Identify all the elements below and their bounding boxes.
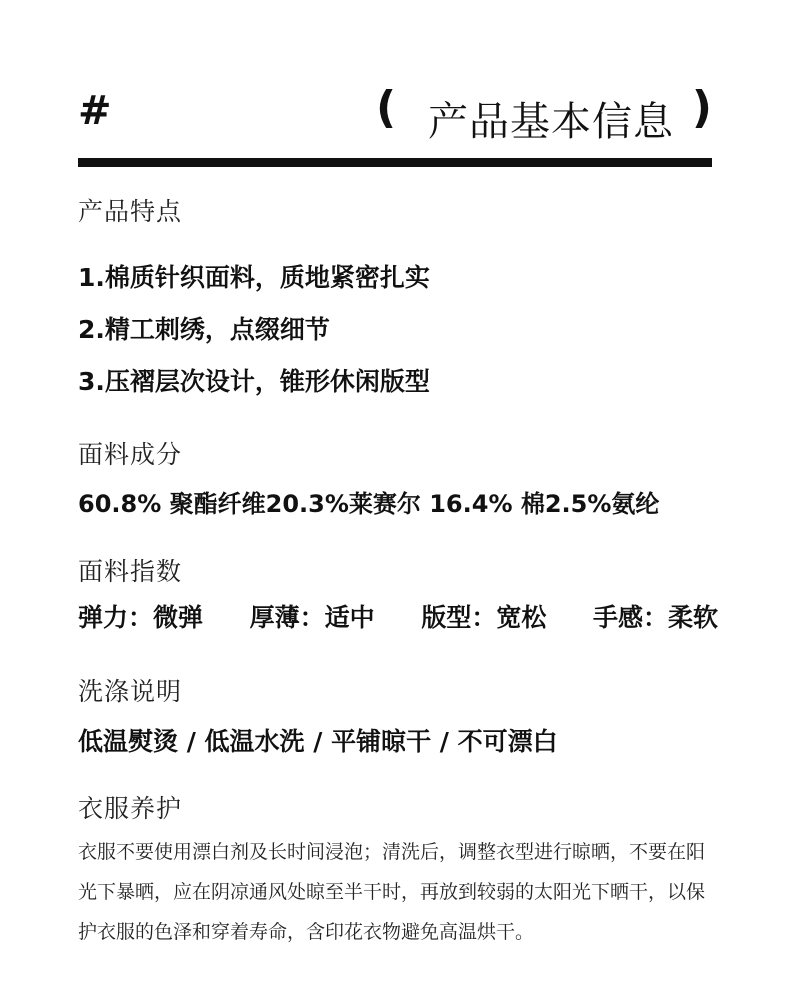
fabric-indices — [78, 598, 718, 634]
header — [78, 82, 712, 145]
paren-left: ( — [376, 82, 397, 133]
features-label: 产品特点 — [78, 197, 183, 226]
care-text: 衣服不要使用漂白剂及长时间浸泡；清洗后，调整衣型进行晾晒，不要在阳光下暴晒，应在阴凉通风处晾至半干时，再放到较弱的太阳光下晒干，以保护衣服的色泽和穿着寿命，含印花衣物避免高温烘干。 — [78, 841, 706, 943]
index-feel: 手感：柔软 — [592, 603, 718, 632]
composition-label: 面料成分 — [78, 440, 183, 469]
index-elasticity: 弹力：微弹 — [78, 603, 204, 632]
washing-label: 洗涤说明 — [78, 677, 183, 706]
feature-item-3: 3.压褶层次设计，锥形休闲版型 — [78, 367, 430, 396]
feature-item-2: 2.精工刺绣，点缀细节 — [78, 315, 330, 344]
care-label: 衣服养护 — [78, 794, 183, 823]
index-thickness: 厚薄：适中 — [249, 603, 375, 632]
washing-value: 低温熨烫 / 低温水洗 / 平铺晾干 / 不可漂白 — [78, 727, 558, 756]
page-title: 产品基本信息 — [428, 99, 674, 145]
feature-item-1: 1.棉质针织面料，质地紧密扎实 — [78, 263, 430, 292]
composition-value: 60.8% 聚酯纤维20.3%莱赛尔 16.4% 棉2.5%氨纶 — [78, 490, 660, 518]
hash-mark: # — [78, 88, 112, 134]
index-fit: 版型：宽松 — [421, 603, 547, 632]
paren-right: ) — [691, 82, 712, 133]
header-divider — [78, 158, 712, 167]
indices-label: 面料指数 — [78, 557, 183, 586]
